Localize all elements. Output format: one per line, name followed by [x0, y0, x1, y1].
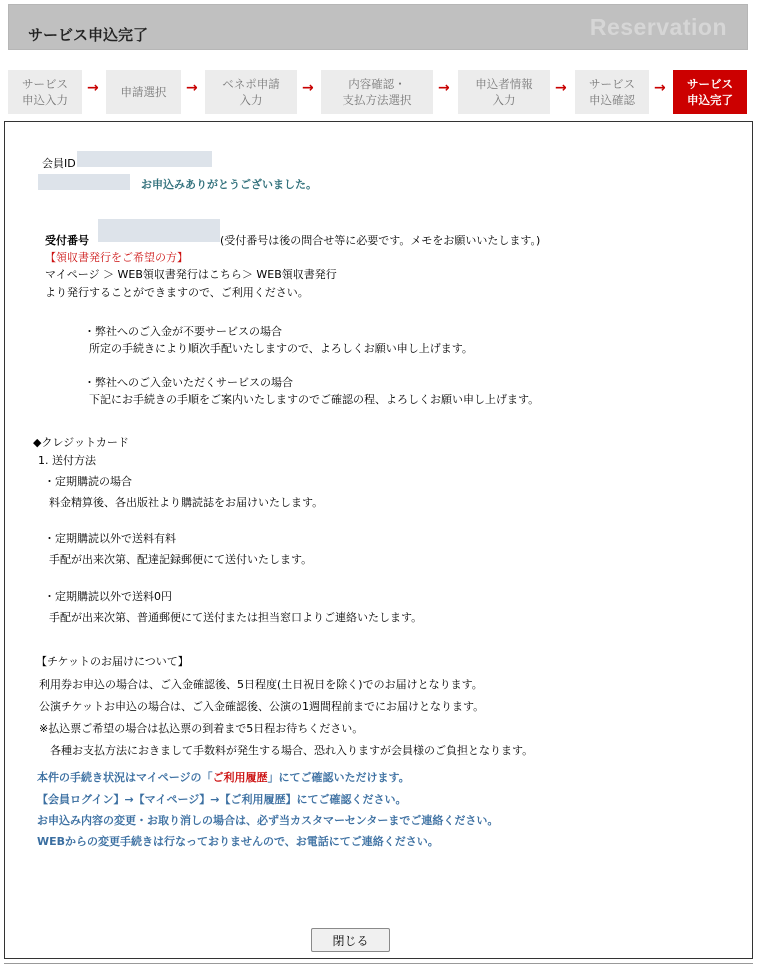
- member-id-value-masked: [77, 151, 212, 167]
- page-header: [8, 4, 748, 50]
- login-path-notice: 【会員ログイン】→【マイページ】→【ご利用履歴】にてご確認ください。: [37, 793, 407, 806]
- paid-shipping-title: ・定期購読以外で送料有料: [44, 532, 176, 545]
- free-shipping-text: 手配が出来次第、普通郵便にて送付または担当窓口よりご連絡いたします。: [49, 611, 423, 624]
- credit-card-heading: ◆クレジットカード: [33, 436, 129, 449]
- ticket-line: 各種お支払方法におきまして手数料が発生する場合、恐れ入りますが会員様のご負担となります。: [39, 744, 534, 757]
- usage-history-highlight: ご利用履歴: [212, 771, 268, 784]
- step-confirm-payment: 内容確認・ 支払方法選択: [321, 70, 433, 114]
- ticket-heading: 【チケットのお届けについて】: [36, 655, 189, 668]
- step-arrow-icon: →: [555, 80, 567, 96]
- subscription-text: 料金精算後、各出版社より購読誌をお届けいたします。: [49, 496, 324, 509]
- usage-history-notice: [37, 769, 410, 785]
- page-title: サービス申込完了: [28, 26, 149, 44]
- member-id-label: 会員ID: [42, 157, 76, 170]
- notice-suffix: 」にてご確認いただけます。: [267, 771, 410, 784]
- change-cancel-notice: お申込み内容の変更・お取り消しの場合は、必ず当カスタマーセンターまでご連絡ください。: [37, 814, 499, 827]
- receipt-number-masked: [98, 219, 220, 242]
- ticket-line: 利用券お申込の場合は、ご入金確認後、5日程度(土日祝日を除く)でのお届けとなります。: [39, 678, 483, 691]
- bottom-divider: [4, 963, 753, 964]
- thanks-message: お申込みありがとうございました。: [141, 178, 317, 191]
- paid-shipping-text: 手配が出来次第、配達記録郵便にて送付いたします。: [49, 553, 313, 566]
- step-application-select: 申請選択: [106, 70, 181, 114]
- step-benepo-input: ベネポ申請 入力: [205, 70, 297, 114]
- free-shipping-title: ・定期購読以外で送料0円: [44, 590, 172, 603]
- receipt-request-title: 【領収書発行をご希望の方】: [45, 251, 188, 264]
- receipt-number-note: (受付番号は後の問合せ等に必要です。メモをお願いいたします。): [220, 234, 541, 247]
- step-applicant-info: 申込者情報 入力: [458, 70, 550, 114]
- step-service-input: サービス 申込入力: [8, 70, 82, 114]
- receipt-path: マイページ ＞ WEB領収書発行はこちら＞ WEB領収書発行: [45, 268, 337, 281]
- step-service-confirm: サービス 申込確認: [575, 70, 649, 114]
- receipt-number-label: 受付番号: [45, 234, 89, 247]
- step-arrow-icon: →: [302, 80, 314, 96]
- member-name-masked: [38, 174, 130, 190]
- step-arrow-icon: →: [438, 80, 450, 96]
- shipping-method-heading: 1. 送付方法: [38, 454, 96, 467]
- step-service-complete: サービス 申込完了: [673, 70, 747, 114]
- phone-contact-notice: WEBからの変更手続きは行なっておりませんので、お電話にてご連絡ください。: [37, 835, 439, 848]
- notice-prefix: 本件の手続き状況はマイページの「: [37, 771, 213, 784]
- step-arrow-icon: →: [654, 80, 666, 96]
- step-arrow-icon: →: [186, 80, 198, 96]
- ticket-line: 公演チケットお申込の場合は、ご入金確認後、公演の1週間程前までにお届けとなります。: [39, 700, 485, 713]
- ticket-line: ※払込票ご希望の場合は払込票の到着まで5日程お待ちください。: [39, 722, 364, 735]
- case-payment-title: ・弊社へのご入金いただくサービスの場合: [84, 376, 293, 389]
- subscription-title: ・定期購読の場合: [44, 475, 132, 488]
- case-payment-text: 下記にお手続きの手順をご案内いたしますのでご確認の程、よろしくお願い申し上げます。: [89, 393, 540, 406]
- receipt-note: より発行することができますので、ご利用ください。: [45, 286, 309, 299]
- case-no-payment-text: 所定の手続きにより順次手配いたしますので、よろしくお願い申し上げます。: [89, 342, 473, 355]
- header-watermark: Reservation: [589, 14, 727, 40]
- case-no-payment-title: ・弊社へのご入金が不要サービスの場合: [84, 325, 282, 338]
- step-arrow-icon: →: [87, 80, 99, 96]
- close-button[interactable]: 閉じる: [311, 928, 390, 952]
